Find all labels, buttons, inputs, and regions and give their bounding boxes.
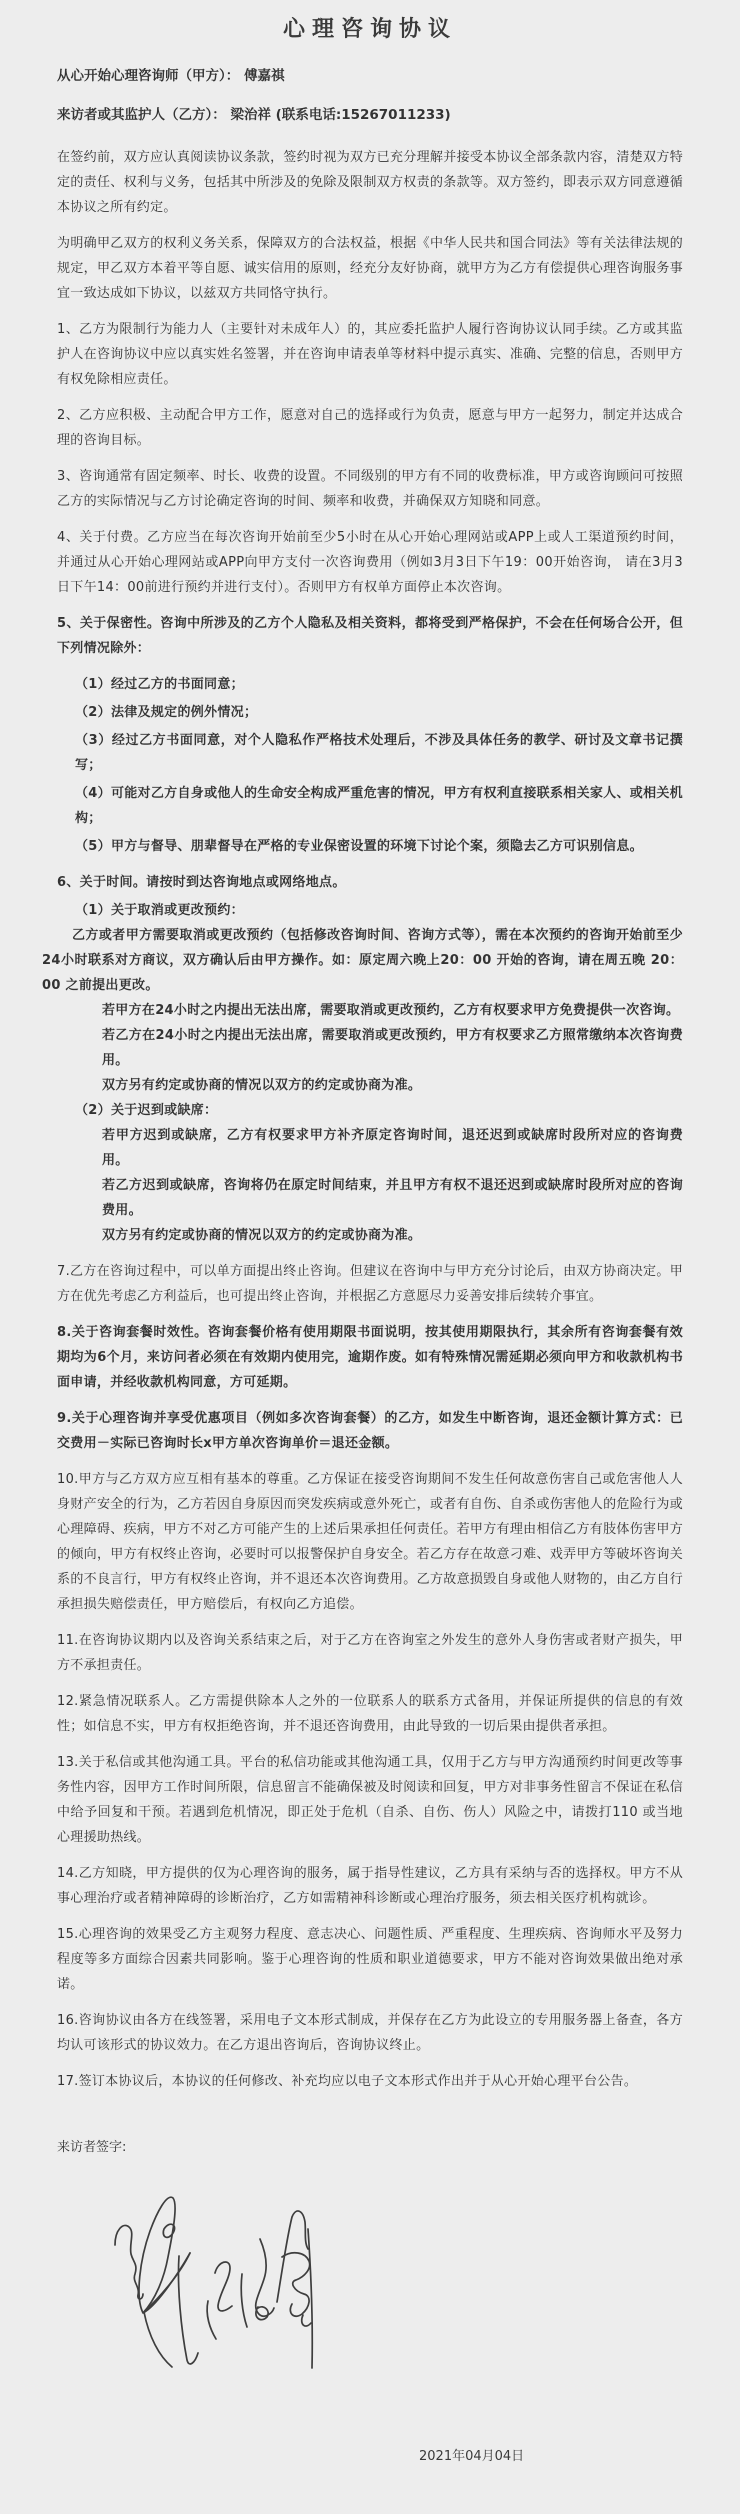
clause-paragraph: 2、乙方应积极、主动配合甲方工作，愿意对自己的选择或行为负责，愿意与甲方一起努力，制定并达成合理的咨询目标。: [57, 408, 683, 448]
clause-paragraph: （1）经过乙方的书面同意；: [75, 677, 244, 692]
clause-paragraph: 5、关于保密性。咨询中所涉及的乙方个人隐私及相关资料，都将受到严格保护，不会在任何场合公开，但下列情况除外：: [57, 616, 683, 656]
clause-paragraph: 9.关于心理咨询并享受优惠项目（例如多次咨询套餐）的乙方，如发生中断咨询，退还金额计算方式：已交费用－实际已咨询时长x甲方单次咨询单价＝退还金额。: [57, 1411, 683, 1451]
party-b-line: 来访者或其监护人（乙方）： 梁治祥 (联系电话:15267011233): [57, 107, 451, 123]
clause-paragraph: 若乙方在24小时之内提出无法出席，需要取消或更改预约，甲方有权要求乙方照常缴纳本次咨询费用。: [102, 1028, 683, 1068]
clause-paragraph: 在签约前，双方应认真阅读协议条款，签约时视为双方已充分理解并接受本协议全部条款内容，清楚双方特定的责任、权利与义务，包括其中所涉及的免除及限制双方权责的条款等。双方签约，即表示双方同意遵循本协议之所有约定。: [57, 150, 683, 215]
signature-label: 来访者签字:: [57, 2140, 127, 2155]
clause-paragraph: 14.乙方知晓，甲方提供的仅为心理咨询的服务，属于指导性建议，乙方具有采纳与否的选择权。甲方不从事心理治疗或者精神障碍的诊断治疗，乙方如需精神科诊断或心理治疗服务，须去相关医疗机构就诊。: [57, 1866, 683, 1906]
clause-paragraph: 若甲方迟到或缺席，乙方有权要求甲方补齐原定咨询时间，退还迟到或缺席时段所对应的咨询费用。: [102, 1128, 683, 1168]
agreement-clauses: [42, 145, 683, 2094]
handwritten-signature-icon: [60, 2167, 400, 2397]
clause-paragraph: （2）关于迟到或缺席：: [75, 1103, 218, 1118]
clause-paragraph: 15.心理咨询的效果受乙方主观努力程度、意志决心、问题性质、严重程度、生理疾病、咨询师水平及努力程度等多方面综合因素共同影响。鉴于心理咨询的性质和职业道德要求，甲方不能对咨询效果做出绝对承诺。: [57, 1927, 683, 1992]
clause-paragraph: （4）可能对乙方自身或他人的生命安全构成严重危害的情况，甲方有权利直接联系相关家人、或相关机构；: [75, 786, 683, 826]
visitor-signature-image: [60, 2167, 400, 2397]
clause-paragraph: 若乙方迟到或缺席，咨询将仍在原定时间结束，并且甲方有权不退还迟到或缺席时段所对应的咨询费用。: [102, 1178, 683, 1218]
clause-paragraph: 13.关于私信或其他沟通工具。平台的私信功能或其他沟通工具，仅用于乙方与甲方沟通预约时间更改等事务性内容，因甲方工作时间所限，信息留言不能确保被及时阅读和回复，甲方对非事务性留言不保证在私信中给予回复和干预。若遇到危机情况，即正处于危机（自杀、自伤、伤人）风险之中，请拨打110 或当地心理援助热线。: [57, 1755, 683, 1845]
clause-paragraph: （1）关于取消或更改预约：: [75, 903, 244, 918]
clause-paragraph: 10.甲方与乙方双方应互相有基本的尊重。乙方保证在接受咨询期间不发生任何故意伤害自己或危害他人人身财产安全的行为，乙方若因自身原因而突发疾病或意外死亡，或者有自伤、自杀或伤害他人的危险行为或心理障碍、疾病，甲方不对乙方可能产生的上述后果承担任何责任。若甲方有理由相信乙方有肢体伤害甲方的倾向，甲方有权终止咨询，必要时可以报警保护自身安全。若乙方存在故意刁难、戏弄甲方等破坏咨询关系的不良言行，甲方有权终止咨询，并不退还本次咨询费用。乙方故意损毁自身或他人财物的，由乙方自行承担损失赔偿责任，甲方赔偿后，有权向乙方追偿。: [57, 1472, 683, 1612]
clause-paragraph: 3、咨询通常有固定频率、时长、收费的设置。不同级别的甲方有不同的收费标准，甲方或咨询顾问可按照乙方的实际情况与乙方讨论确定咨询的时间、频率和收费，并确保双方知晓和同意。: [57, 469, 683, 509]
clause-paragraph: 12.紧急情况联系人。乙方需提供除本人之外的一位联系人的联系方式备用，并保证所提供的信息的有效性；如信息不实，甲方有权拒绝咨询，并不退还咨询费用，由此导致的一切后果由提供者承担。: [57, 1694, 683, 1734]
clause-paragraph: （5）甲方与督导、朋辈督导在严格的专业保密设置的环境下讨论个案，须隐去乙方可识别信息。: [75, 839, 643, 854]
clause-paragraph: 4、关于付费。乙方应当在每次咨询开始前至少5小时在从心开始心理网站或APP上或人工渠道预约时间，并通过从心开始心理网站或APP向甲方支付一次咨询费用（例如3月3日下午19：00开始咨询， 请在3月3日下午14：00前进行预约并进行支付）。否则甲方有权单方面停止本次咨询。: [57, 530, 683, 595]
document-title: 心理咨询协议: [282, 17, 457, 42]
clause-paragraph: 若甲方在24小时之内提出无法出席，需要取消或更改预约，乙方有权要求甲方免费提供一次咨询。: [102, 1003, 680, 1018]
clause-paragraph: （2）法律及规定的例外情况；: [75, 705, 258, 720]
signed-date: 2021年04月04日: [419, 2449, 525, 2464]
clause-paragraph: 8.关于咨询套餐时效性。咨询套餐价格有使用期限书面说明，按其使用期限执行，其余所有咨询套餐有效期均为6个月，来访问者必须在有效期内使用完，逾期作废。如有特殊情况需延期必须向甲方和收款机构书面申请，并经收款机构同意，方可延期。: [57, 1325, 683, 1390]
clause-paragraph: 双方另有约定或协商的情况以双方的约定或协商为准。: [102, 1228, 422, 1243]
clause-paragraph: 双方另有约定或协商的情况以双方的约定或协商为准。: [102, 1078, 422, 1093]
clause-paragraph: 7.乙方在咨询过程中，可以单方面提出终止咨询。但建议在咨询中与甲方充分讨论后，由双方协商决定。甲方在优先考虑乙方利益后，也可提出终止咨询，并根据乙方意愿尽力妥善安排后续转介事宜。: [57, 1264, 683, 1304]
clause-paragraph: （3）经过乙方书面同意，对个人隐私作严格技术处理后，不涉及具体任务的教学、研讨及文章书记撰写；: [75, 733, 683, 773]
clause-paragraph: 11.在咨询协议期内以及咨询关系结束之后，对于乙方在咨询室之外发生的意外人身伤害或者财产损失，甲方不承担责任。: [57, 1633, 683, 1673]
clause-paragraph: 为明确甲乙双方的权利义务关系，保障双方的合法权益，根据《中华人民共和国合同法》等有关法律法规的规定，甲乙双方本着平等自愿、诚实信用的原则，经充分友好协商，就甲方为乙方有偿提供心理咨询服务事宜一致达成如下协议，以兹双方共同恪守执行。: [57, 236, 683, 301]
party-a-line: 从心开始心理咨询师（甲方）： 傅嘉祺: [57, 68, 285, 84]
clause-paragraph: 乙方或者甲方需要取消或更改预约（包括修改咨询时间、咨询方式等），需在本次预约的咨询开始前至少24小时联系对方商议，双方确认后由甲方操作。如：原定周六晚上20：00 开始的咨询，请在周五晚 20：00 之前提出更改。: [42, 928, 683, 993]
clause-paragraph: 6、关于时间。请按时到达咨询地点或网络地点。: [57, 875, 346, 890]
clause-paragraph: 17.签订本协议后，本协议的任何修改、补充均应以电子文本形式作出并于从心开始心理平台公告。: [57, 2074, 638, 2089]
clause-paragraph: 1、乙方为限制行为能力人（主要针对未成年人）的，其应委托监护人履行咨询协议认同手续。乙方或其监护人在咨询协议中应以真实姓名签署，并在咨询申请表单等材料中提示真实、准确、完整的信息，否则甲方有权免除相应责任。: [57, 322, 683, 387]
clause-paragraph: 16.咨询协议由各方在线签署，采用电子文本形式制成，并保存在乙方为此设立的专用服务器上备查，各方均认可该形式的协议效力。在乙方退出咨询后，咨询协议终止。: [57, 2013, 683, 2053]
